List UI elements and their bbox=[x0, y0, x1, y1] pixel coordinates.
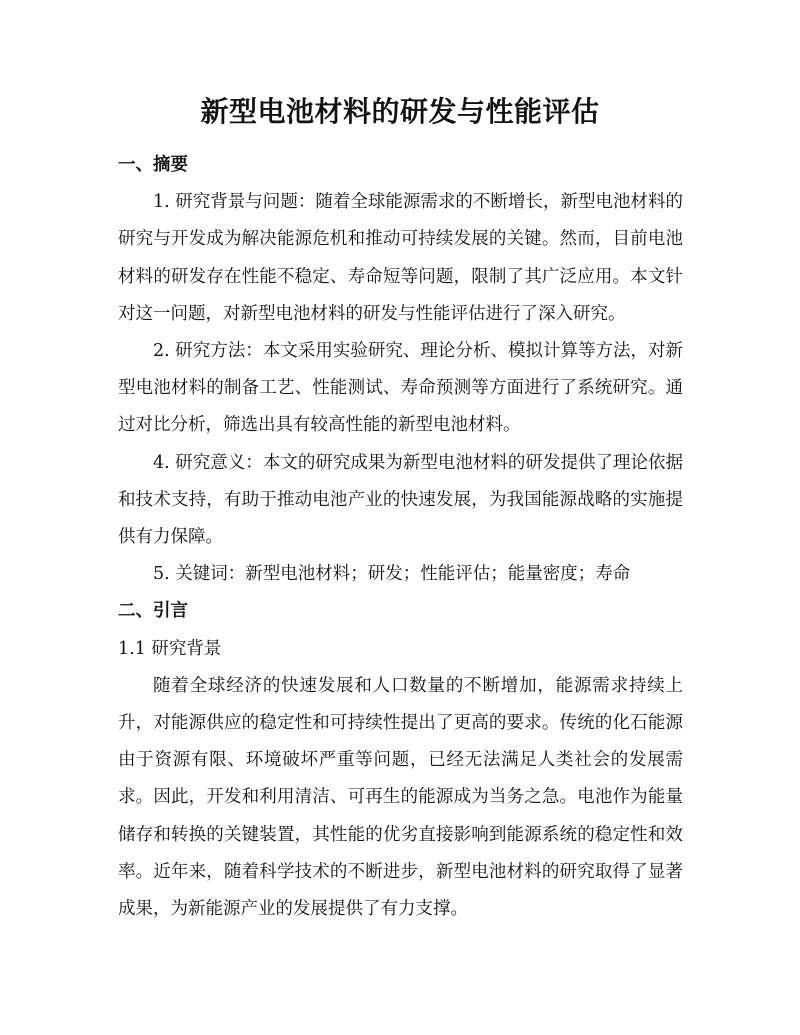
abstract-label-methods: 2. 研究方法： bbox=[153, 341, 263, 362]
abstract-text-keywords: 新型电池材料；研发；性能评估；能量密度；寿命 bbox=[245, 564, 631, 585]
introduction-paragraph: 随着全球经济的快速发展和人口数量的不断增加，能源需求持续上升，对能源供应的稳定性和可持续性提出了更高的要求。传统的化石能源由于资源有限、环境破坏严重等问题，已经无法满足人类社会的发展需求。因此，开发和利用清洁、可再生的能源成为当务之急。电池作为能量储存和转换的关键装置，其性能的优劣直接影响到能源系统的稳定性和效率。近年来，随着科学技术的不断进步，新型电池材料的研究取得了显著成果，为新能源产业的发展提供了有力支撑。 bbox=[118, 675, 683, 920]
abstract-paragraph-significance bbox=[118, 445, 683, 557]
abstract-label-significance: 4. 研究意义： bbox=[153, 452, 263, 473]
subsection-heading-research-background: 1.1 研究背景 bbox=[118, 638, 222, 659]
abstract-text-significance: 本文的研究成果为新型电池材料的研发提供了理论依据和技术支持，有助于推动电池产业的快速发展，为我国能源战略的实施提供有力保障。 bbox=[118, 452, 683, 548]
abstract-label-keywords: 5. 关键词： bbox=[153, 564, 246, 585]
section-heading-abstract: 一、摘要 bbox=[118, 155, 188, 175]
abstract-paragraph-background bbox=[118, 184, 683, 333]
abstract-paragraph-keywords bbox=[118, 556, 683, 593]
abstract-text-methods: 本文采用实验研究、理论分析、模拟计算等方法，对新型电池材料的制备工艺、性能测试、寿命预测等方面进行了系统研究。通过对比分析，筛选出具有较高性能的新型电池材料。 bbox=[118, 341, 683, 436]
document-title: 新型电池材料的研发与性能评估 bbox=[200, 95, 600, 128]
section-heading-introduction: 二、引言 bbox=[118, 601, 188, 622]
abstract-paragraph-methods bbox=[118, 333, 683, 445]
document-body bbox=[118, 147, 683, 928]
abstract-text-background: 随着全球能源需求的不断增长，新型电池材料的研究与开发成为解决能源危机和推动可持续发展的关键。然而，目前电池材料的研发存在性能不稳定、寿命短等问题，限制了其广泛应用。本文针对这一问题，对新型电池材料的研发与性能评估进行了深入研究。 bbox=[118, 192, 684, 324]
abstract-label-background: 1. 研究背景与问题： bbox=[153, 192, 316, 213]
